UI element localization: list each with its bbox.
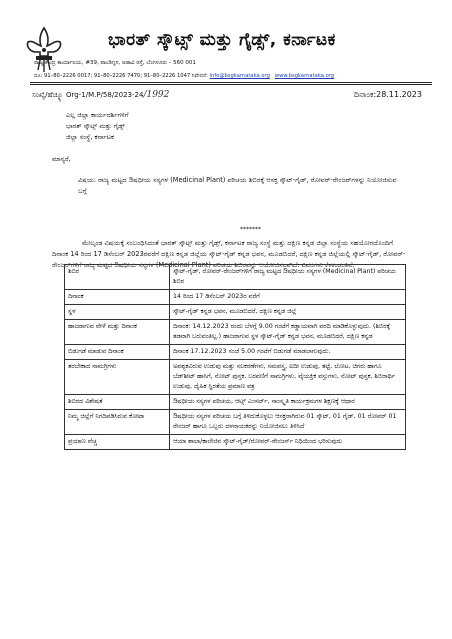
row-value: ಸ್ಕೌಟ್-ಗೈಡ್ ಕನ್ನಡ ಭವನ, ಮೂಡಬಿದರೆ, ದಕ್ಷಿಣ ಕನ್ನಡ ಜಿಲ್ಲೆ [170,305,406,320]
row-label: ಹಾಜರಾಗುವ ವೇಳೆ ಮತ್ತು ದಿನಾಂಕ [65,320,170,345]
header-rule [30,82,432,83]
row-label: ಬಿಡುಗಡೆ ಮಾಡುವ ದಿನಾಂಕ [65,345,170,360]
row-label: ಪ್ರಯಾಣ ವೆಚ್ಚ [65,435,170,450]
salutation: ಮಾನ್ಯರೆ, [52,155,71,163]
row-label: ಶಿಬಿರದ ವಿಶೇಷತೆ [65,395,170,410]
organization-address: ರಾಜ್ಯ ಕೇಂದ್ರ ಕಾರ್ಯಾಲಯ, #39, ಪಾಂಡಿಗ್ನಸ, ಅಡಾವಿ ರಸ್ತೆ, ಬೆಂಗಳೂರು – 560 001 [34,60,196,66]
recipient-line-2: ಭಾರತ್ ಸ್ಕೌಟ್ಸ್ ಮತ್ತು ಗೈಡ್ಸ್ [66,122,125,130]
camp-details-table [64,264,406,450]
row-label: ತರಬೇಕಾದ ಸಾಮಗ್ರಿಗಳು [65,360,170,395]
organization-contact [34,73,439,80]
header-rule-second [30,84,432,85]
table-row [65,360,406,395]
website-link[interactable]: www.bsgkarnataka.org [274,73,335,79]
handwritten-number: /1992 [143,90,170,100]
row-label: ಸ್ಥಳ [65,305,170,320]
table-row [65,290,406,305]
table-row [65,320,406,345]
row-label: ನಿಮ್ಮ ಜಿಲ್ಲೆಗೆ ನಿಗದಿಪಡಿಸಿರುವ ಕೋಟಾ [65,410,170,435]
reference-number [32,90,169,100]
table-row [65,435,406,450]
row-value: 14 ರಿಂದ 17 ಡಿಸೆಂಬರ್ 2023ರ ವರೆಗೆ [170,290,406,305]
table-row [65,410,406,435]
table-row [65,395,406,410]
row-value: ಸ್ಕೌಟ್-ಗೈಡ್, ರೋವರ್-ರೇಂಜರ್‌ಗಳಿಗೆ ರಾಜ್ಯ ಮಟ್ಟದ ಔಷಧೀಯ ಸಸ್ಯಗಳ (Medicinal Plant) ಪರಿಚಯ ಶಿಬಿರ [170,265,406,290]
table-row [65,305,406,320]
subject-line: ವಿಷಯ: ರಾಜ್ಯ ಮಟ್ಟದ ಔಷಧೀಯ ಸಸ್ಯಗಳ (Medicinal Plant) ಪರಿಚಯ ಶಿಬಿರಕ್ಕೆ ಆಸಕ್ತ ಸ್ಕೌಟ್-ಗೈಡ್, ರೋವರ್-ರೇಂಜರ್‌ಗಳನ್ನು ನಿಯೋಜಿಸುವ ಬಗ್ಗೆ [78,176,397,195]
email-link[interactable]: info@bsgkarnataka.org [209,73,270,79]
recipient-line-1: ಎಲ್ಲ ಜಿಲ್ಲಾ ಕಾರ್ಯದರ್ಶಿಗಳಿಗೆ [66,111,129,119]
row-label: ಶಿಬಿರ [65,265,170,290]
row-value: ಔಷಧೀಯ ಸಸ್ಯಗಳ ಪರಿಚಯ ಬಗ್ಗೆ ತಿಳಿದುಕೊಳ್ಳಲು ಆಸಕ್ತರಾಗಿರುವ 01 ಸ್ಕೌಟ್, 01 ಗೈಡ್, 01 ರೋವರ್ 01 ರೇಂಜರ್ ಹಾಗೂ ಒಬ್ಬರು ದಳನಾಯಕರನ್ನು ನಿಯೋಜಿಸಲು ತಿಳಿಸಿದೆ [170,410,406,435]
row-value: ಆಯಾ ಶಾಲಾ/ಕಾಲೇಜಿನ ಸ್ಕೌಟ್-ಗೈಡ್/ರೋವರ್-ರೇಂಜರ್ಸ್ ನಿಧಿಯಿಂದ ಭರಿಸುವುದು [170,435,406,450]
organization-name: ಭಾರತ್ ಸ್ಕೌಟ್ಸ್ ಮತ್ತು ಗೈಡ್ಸ್, ಕರ್ನಾಟಕ [108,30,336,50]
reference-code: ಸಂಖ್ಯೆ/ಹೆಚ್ಕ್ಯೂ Org-1/M.P/58/2023-24 [32,91,144,99]
letter-date: ದಿನಾಂಕ:28.11.2023 [353,90,422,99]
separator-stars: ******* [240,226,261,233]
row-value: ದಿನಾಂಕ 17.12.2023 ಸಂಜೆ 5.00 ಗಂಟೆಗೆ ಬಿಡುಗಡೆ ಮಾಡಲಾಗುವುದು. [170,345,406,360]
row-label: ದಿನಾಂಕ [65,290,170,305]
row-value: ಔಷಧೀಯ ಸಸ್ಯಗಳ ಪರಿಚಯ, ಆಟ್ಸ್ ಎಂಸರ್ಟ್, ಸಾಂಸ್ಕೃತಿ ಕಾರ್ಯಕ್ರಮಗಳ ಶಿಕ್ಷಣಕ್ಕೆ ಆಧಾರ [170,395,406,410]
body-paragraph: ಮೇಲ್ಕಂಡ ವಿಷಯಕ್ಕೆ ಸಂಬಂಧಿಸಿದಂತೆ ಭಾರತ್ ಸ್ಕೌಟ್ಸ್ ಮತ್ತು ಗೈಡ್ಸ್, ಕರ್ನಾಟಕ ರಾಜ್ಯ ಸಂಸ್ಥೆ ಮತ್ತು ದಕ್ಷಿಣ ಕನ್ನಡ ಜಿಲ್ಲಾ ಸಂಸ್ಥೆಯ ಸಹಯೋಗದೊಂದಿಗೆ ದಿನಾಂಕ 14 ರಿಂದ 17 ಡಿಸೆಂಬರ್ 2023ರವರೆಗೆ ದಕ್ಷಿಣ ಕನ್ನಡ ಜಿಲ್ಲೆಯ ಸ್ಕೌಟ್-ಗೈಡ್ ಕನ್ನಡ ಭವನ, ಮೂಡಬಿದರೆ, ದಕ್ಷಿಣ ಕನ್ನಡ ಜಿಲ್ಲೆಯಲ್ಲಿ ಸ್ಕೌಟ್-ಗೈಡ್, ರೋವರ್-ರೇಂಜರ್‌ಗಳಿಗೆ ರಾಜ್ಯ ಮಟ್ಟದ ಔಷಧೀಯ ಸಸ್ಯಗಳ (Medicinal Plant) ಪರಿಚಯ ಶಿಬಿರವನ್ನು ಆಯೋಜಿಸಲಾಗಿದೆ. ವಿವರಗಳು ಕೆಳಕಂಡಂತಿವೆ. [52,239,406,269]
table-row [65,265,406,290]
recipient-line-3: ಜಿಲ್ಲಾ ಸಂಸ್ಥೆ, ಕರ್ನಾಟಕ [66,133,114,141]
table-row [65,345,406,360]
contact-numbers: ದೂ: 91–80–2226 0017; 91–80–2226 7470; 91–80–2226 1047 ನಿವೇದನೆ: [34,73,210,79]
row-value: ದಿನಾಂಕ: 14.12.2023 ರಂದು ಬೆಳಗ್ಗೆ 9.00 ಗಂಟೆಗೆ ಕಡ್ಡಾಯವಾಗಿ ವರದಿ ಮಾಡಿಕೊಳ್ಳುವುದು. (ಶಿಬಿರಕ್ಕೆ ತಡವಾಗಿ ಬರುವಂತಿಲ್ಲ.) ಹಾಜರಾಗುವ ಸ್ಥಳ ಸ್ಕೌಟ್-ಗೈಡ್ ಕನ್ನಡ ಭವನ, ಮೂಡಬಿದರೆ, ದಕ್ಷಿಣ ಕನ್ನಡ [170,320,406,345]
row-value: ಅವಶ್ಯಕವಿರುವ ಉಡುಪು ಮತ್ತು ಸಲಕರಣೆಗಳು, ಸಮವಸ್ತ್ರ, ಐದೀ ಉಡುಪು, ತಟ್ಟೆ, ಲೋಟ, ಚಿಗರು ಹಾಗೂ ಬೆಡ್‌ಶೀಟ್ ಹಾಸಿಗೆ, ನೋಟ್ ಪುಸ್ತಕ, ಬರವಣಿಗೆ ಸಾಮಗ್ರಿಗಳು, ವೈಯಕ್ತಿಕ ವಸ್ತುಗಳು, ನೋಟ್ ಪುಸ್ತಕ, ಶಿಬಿರಾರ್ಥಿ ಉಡುಪು, ದೈಹಿಕ ಸ್ಥಿರತೆಯ ಪ್ರಮಾಣ ಪತ್ರ [170,360,406,395]
